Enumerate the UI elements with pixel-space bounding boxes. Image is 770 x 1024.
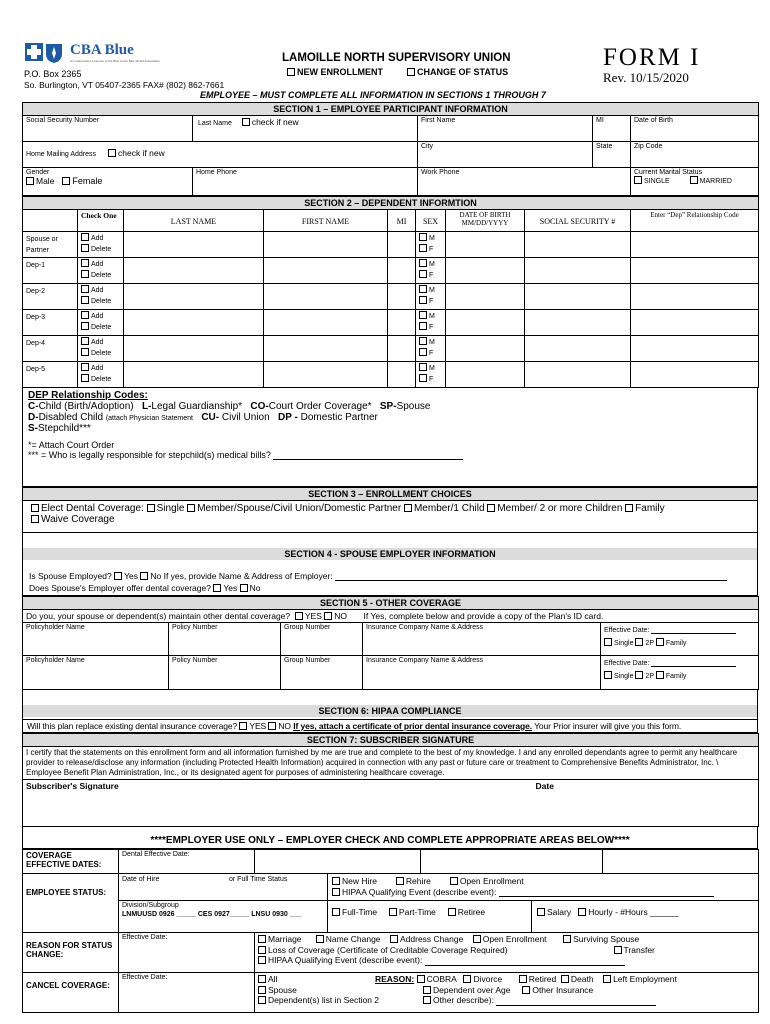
insurer-field-1[interactable]: Insurance Company Name & Address — [363, 623, 601, 656]
dependent-relationship-code[interactable] — [631, 362, 759, 388]
checkbox[interactable] — [316, 935, 324, 943]
employment-type-options: Full-Time Part-Time Retiree — [332, 907, 485, 917]
checkbox[interactable] — [635, 671, 643, 679]
dob-field[interactable]: Date of Birth — [631, 116, 759, 142]
checkbox[interactable] — [635, 638, 643, 646]
checkbox[interactable] — [487, 504, 495, 512]
codes-line-3: S-Stepchild*** — [28, 423, 91, 434]
sex-options: M F — [416, 310, 446, 336]
checkbox[interactable] — [419, 322, 427, 330]
dependent-last-name[interactable] — [124, 284, 264, 310]
mi-header: MI — [388, 210, 416, 232]
checkbox[interactable] — [656, 638, 664, 646]
checkbox[interactable] — [81, 296, 89, 304]
status-change-reasons: Marriage Name Change Address Change Open Enrollment Surviving Spouse Loss of Coverage (Certificate of Creditable Coverage Required) Transfer HIPAA Qualifying Event (describe event): — [255, 933, 759, 973]
checkbox[interactable] — [419, 285, 427, 293]
change-status-option[interactable]: CHANGE OF STATUS — [407, 67, 508, 77]
section-1-title: SECTION 1 – EMPLOYEE PARTICIPANT INFORMATION — [23, 103, 759, 116]
checkbox[interactable] — [31, 515, 39, 523]
org-name: LAMOILLE NORTH SUPERVISORY UNION — [282, 52, 511, 64]
checkbox[interactable] — [419, 311, 427, 319]
dependent-row — [23, 310, 759, 336]
section-1-table — [22, 102, 759, 196]
other-coverage-question: Do you, your spouse or dependent(s) maintain other dental coverage? YES NO If Yes, complete below and provide a copy of the Plan's ID card. — [23, 610, 759, 623]
sex-header: SEX — [416, 210, 446, 232]
dependent-dob[interactable] — [446, 284, 525, 310]
policyholder-field-2[interactable]: Policyholder Name — [23, 656, 169, 690]
checkbox[interactable] — [81, 363, 89, 371]
checkbox[interactable] — [213, 584, 221, 592]
dependent-label: Dep-3 — [23, 310, 78, 336]
section-7-table — [22, 733, 759, 827]
checkbox[interactable] — [332, 908, 340, 916]
checkbox[interactable] — [404, 504, 412, 512]
checkbox[interactable] — [81, 244, 89, 252]
codes-line-1: C-Child (Birth/Adoption) L-Legal Guardianship* CO-Court Order Coverage* SP-Spouse — [28, 401, 431, 412]
dependent-row — [23, 362, 759, 388]
policyholder-field-1[interactable]: Policyholder Name — [23, 623, 169, 656]
dependent-last-name[interactable] — [124, 362, 264, 388]
checkbox[interactable] — [519, 975, 527, 983]
codes-line-2: D-Disabled Child (attach Physician Statement CU- Civil Union DP - Domestic Partner — [28, 412, 378, 423]
section-7-title: SECTION 7: SUBSCRIBER SIGNATURE — [23, 734, 759, 747]
checkbox[interactable] — [419, 244, 427, 252]
checkbox[interactable] — [26, 177, 34, 185]
section-5-title: SECTION 5 - OTHER COVERAGE — [23, 597, 759, 610]
instruction: EMPLOYEE – MUST COMPLETE ALL INFORMATION IN SECTIONS 1 THROUGH 7 — [200, 90, 546, 100]
checkbox[interactable] — [324, 612, 332, 620]
employer-title: ****EMPLOYER USE ONLY – EMPLOYER CHECK AND COMPLETE APPROPRIATE AREAS BELOW**** — [150, 835, 630, 846]
checkbox[interactable] — [332, 877, 340, 885]
checkbox[interactable] — [187, 504, 195, 512]
add-delete-options: Add Delete — [78, 284, 124, 310]
checkbox[interactable] — [114, 572, 122, 580]
relationship-codes — [22, 388, 758, 487]
checkbox[interactable] — [332, 888, 340, 896]
checkbox[interactable] — [448, 908, 456, 916]
status-effective-date-field[interactable]: Effective Date: — [119, 933, 255, 973]
stepchild-note[interactable]: *** = Who is legally responsible for stepchild(s) medical bills? — [28, 450, 752, 460]
checkbox[interactable] — [419, 259, 427, 267]
checkbox[interactable] — [417, 975, 425, 983]
effective-date-field-2[interactable]: Effective Date: Single 2P Family — [601, 656, 759, 690]
checkbox[interactable] — [287, 68, 295, 76]
reason-status-change-label: REASON FOR STATUS CHANGE: — [23, 933, 119, 973]
work-phone-field[interactable]: Work Phone — [418, 168, 631, 196]
checkbox[interactable] — [396, 877, 404, 885]
dependent-mi[interactable] — [388, 362, 416, 388]
checkbox[interactable] — [242, 118, 250, 126]
dependent-first-name[interactable] — [264, 258, 388, 284]
dependent-first-name[interactable] — [264, 232, 388, 258]
check-one-header: Check One — [78, 210, 124, 232]
ssn-field[interactable]: Social Security Number — [23, 116, 193, 142]
dependent-dob[interactable] — [446, 258, 525, 284]
certification-text: I certify that the statements on this enrollment form and all information furnished by me are true and complete to the best of my knowledge. I and any enrolled dependants agree to permit any healthcare provider to release/disclose any information (including Protected Health Information) acquired in connection with any past or future care or treatment to Comprehensive Benefits Administrator, Inc. \ Employee Benefit Plan Administration, Inc., or its designated agent for purposes of administering healthcare coverage. — [23, 747, 759, 780]
address-line-2: So. Burlington, VT 05407-2365 FAX# (802) 862-7661 — [24, 80, 225, 90]
checkbox[interactable] — [561, 975, 569, 983]
checkbox[interactable] — [419, 270, 427, 278]
checkbox[interactable] — [81, 348, 89, 356]
checkbox[interactable] — [81, 322, 89, 330]
home-phone-field[interactable]: Home Phone — [193, 168, 418, 196]
checkbox[interactable] — [81, 259, 89, 267]
checkbox[interactable] — [563, 935, 571, 943]
checkbox[interactable] — [81, 233, 89, 241]
section-6 — [22, 690, 758, 720]
checkbox[interactable] — [419, 337, 427, 345]
dependent-last-name[interactable] — [124, 310, 264, 336]
sex-options: M F — [416, 362, 446, 388]
section-2-table — [22, 196, 759, 388]
add-delete-options: Add Delete — [78, 310, 124, 336]
checkbox[interactable] — [419, 233, 427, 241]
gender-field: Gender Male Female — [23, 168, 193, 196]
logo-text: CBA Blue — [70, 42, 134, 58]
subscriber-signature-field[interactable]: Subscriber's Signature — [23, 780, 533, 827]
dependent-relationship-code[interactable] — [631, 232, 759, 258]
dependent-label: Dep-5 — [23, 362, 78, 388]
checkbox[interactable] — [522, 986, 530, 994]
cancel-reasons: All Spouse Dependent(s) list in Section 2 REASON: COBRA Divorce Retired Death Left Employment Dependent over Age Other Insurance Other describe): — [255, 973, 759, 1013]
checkbox[interactable] — [690, 176, 698, 184]
dependent-ssn[interactable] — [525, 258, 631, 284]
court-order-note: *= Attach Court Order — [28, 440, 115, 450]
signature-date-field[interactable]: Date — [533, 780, 759, 827]
dependent-ssn[interactable] — [525, 232, 631, 258]
checkbox[interactable] — [81, 270, 89, 278]
checkbox[interactable] — [463, 975, 471, 983]
add-delete-options: Add Delete — [78, 362, 124, 388]
dental-effective-date-field[interactable]: Dental Effective Date: — [119, 850, 255, 874]
ssn-header: SOCIAL SECURITY # — [525, 210, 631, 232]
checkbox[interactable] — [140, 572, 148, 580]
group-number-field-2[interactable]: Group Number — [281, 656, 363, 690]
codes-title: DEP Relationship Codes: — [28, 390, 148, 401]
dependent-first-name[interactable] — [264, 284, 388, 310]
checkbox[interactable] — [258, 935, 266, 943]
checkbox[interactable] — [389, 908, 397, 916]
cba-logo — [24, 42, 160, 66]
dependent-label: Dep-4 — [23, 336, 78, 362]
hipaa-event-option: HIPAA Qualifying Event (describe event): — [332, 887, 714, 897]
first-name-field[interactable]: First Name — [418, 116, 593, 142]
dependent-label: Dep-1 — [23, 258, 78, 284]
employee-status-label: EMPLOYEE STATUS: — [23, 874, 119, 933]
revision-date: Rev. 10/15/2020 — [603, 70, 689, 85]
checkbox[interactable] — [656, 671, 664, 679]
home-address-field[interactable]: Home Mailing Address check if new — [23, 142, 418, 168]
checkbox[interactable] — [407, 68, 415, 76]
section-6-title: SECTION 6: HIPAA COMPLIANCE — [23, 705, 757, 717]
division-codes[interactable]: LNMUUSD 0926 _____ CES 0927_____ LNSU 0930 ___ — [122, 911, 302, 918]
checkbox[interactable] — [625, 504, 633, 512]
checkbox[interactable] — [81, 374, 89, 382]
add-delete-options: Add Delete — [78, 232, 124, 258]
form-title: FORM I — [603, 44, 701, 71]
sex-options: M F — [416, 284, 446, 310]
checkbox[interactable] — [258, 956, 266, 964]
dependent-mi[interactable] — [388, 336, 416, 362]
checkbox[interactable] — [423, 996, 431, 1004]
checkbox[interactable] — [473, 935, 481, 943]
spouse-dental-question: Does Spouse's Employer offer dental coverage? Yes No — [29, 583, 261, 593]
checkbox[interactable] — [258, 996, 266, 1004]
group-number-field-1[interactable]: Group Number — [281, 623, 363, 656]
policy-number-field-1[interactable]: Policy Number — [169, 623, 281, 656]
dependent-row — [23, 336, 759, 362]
checkbox[interactable] — [603, 975, 611, 983]
dependent-dob[interactable] — [446, 232, 525, 258]
city-field[interactable]: City — [418, 142, 593, 168]
dependent-first-name[interactable] — [264, 336, 388, 362]
checkbox[interactable] — [268, 722, 276, 730]
last-name-field[interactable]: Last Name check if new — [193, 116, 418, 142]
section-5-table — [22, 596, 759, 690]
sex-options: M F — [416, 258, 446, 284]
mi-field[interactable]: MI — [593, 116, 631, 142]
dependent-ssn[interactable] — [525, 310, 631, 336]
dependent-relationship-code[interactable] — [631, 336, 759, 362]
division-label: Division/Subgroup — [122, 902, 179, 909]
checkbox[interactable] — [614, 946, 622, 954]
employer-section — [22, 827, 758, 849]
dependent-ssn[interactable] — [525, 284, 631, 310]
checkbox[interactable] — [31, 504, 39, 512]
checkbox[interactable] — [419, 348, 427, 356]
blue-cross-blue-shield-icon — [24, 42, 64, 64]
checkbox[interactable] — [604, 638, 612, 646]
dependent-relationship-code[interactable] — [631, 284, 759, 310]
policy-number-field-2[interactable]: Policy Number — [169, 656, 281, 690]
dependent-label: Dep-2 — [23, 284, 78, 310]
add-delete-options: Add Delete — [78, 258, 124, 284]
relationship-code-header: Enter “Dep” Relationship Code — [631, 210, 759, 232]
hipaa-question: Will this plan replace existing dental insurance coverage? YES NO If yes, attach a certificate of prior dental insurance coverage. Your Prior insurer will give you this form. — [22, 720, 758, 733]
checkbox[interactable] — [108, 149, 116, 157]
checkbox[interactable] — [390, 935, 398, 943]
add-delete-options: Add Delete — [78, 336, 124, 362]
dependent-ssn[interactable] — [525, 336, 631, 362]
checkbox[interactable] — [537, 908, 545, 916]
dependent-last-name[interactable] — [124, 258, 264, 284]
logo-tagline: An Independent Licensee of the Blue Cross Blue Shield Association — [70, 59, 160, 63]
dependent-row — [23, 232, 759, 258]
checkbox[interactable] — [239, 722, 247, 730]
last-name-header: LAST NAME — [124, 210, 264, 232]
section-2-title: SECTION 2 – DEPENDENT INFORMTION — [23, 197, 759, 210]
checkbox[interactable] — [419, 363, 427, 371]
dependent-mi[interactable] — [388, 310, 416, 336]
first-name-header: FIRST NAME — [264, 210, 388, 232]
dependent-relationship-code[interactable] — [631, 310, 759, 336]
dependent-relationship-code[interactable] — [631, 258, 759, 284]
dependent-row — [23, 284, 759, 310]
dependent-row — [23, 258, 759, 284]
coverage-dates-label: COVERAGE EFFECTIVE DATES: — [23, 850, 119, 874]
section-3-title: SECTION 3 – ENROLLMENT CHOICES — [23, 488, 758, 501]
checkbox[interactable] — [578, 908, 586, 916]
date-of-hire-label: Date of Hire — [122, 876, 160, 883]
checkbox[interactable] — [81, 337, 89, 345]
hire-options: New Hire Rehire Open Enrollment — [332, 876, 524, 886]
checkbox[interactable] — [450, 877, 458, 885]
checkbox[interactable] — [240, 584, 248, 592]
address-line-1: P.O. Box 2365 — [24, 69, 82, 79]
employer-table — [22, 849, 759, 1013]
checkbox[interactable] — [604, 671, 612, 679]
zip-field[interactable]: Zip Code — [631, 142, 759, 168]
employee-status-area — [119, 874, 759, 933]
spouse-employed-question: Is Spouse Employed? Yes No If yes, provide Name & Address of Employer: — [29, 571, 727, 581]
checkbox[interactable] — [419, 374, 427, 382]
section-3-table — [22, 487, 758, 533]
cancel-coverage-label: CANCEL COVERAGE: — [23, 973, 119, 1013]
checkbox[interactable] — [258, 986, 266, 994]
dependent-mi[interactable] — [388, 232, 416, 258]
checkbox[interactable] — [419, 296, 427, 304]
cancel-effective-date-field[interactable]: Effective Date: — [119, 973, 255, 1013]
checkbox[interactable] — [295, 612, 303, 620]
dependent-dob[interactable] — [446, 336, 525, 362]
checkbox[interactable] — [147, 504, 155, 512]
dependent-first-name[interactable] — [264, 362, 388, 388]
marital-status-field: Current Marital Status SINGLE MARRIED — [631, 168, 759, 196]
dependent-ssn[interactable] — [525, 362, 631, 388]
checkbox[interactable] — [81, 311, 89, 319]
dependent-last-name[interactable] — [124, 232, 264, 258]
pay-type-options: Salary Hourly - #Hours ______ — [537, 907, 678, 917]
checkbox[interactable] — [258, 975, 266, 983]
dependent-first-name[interactable] — [264, 310, 388, 336]
enrollment-choices: Elect Dental Coverage: Single Member/Spouse/Civil Union/Domestic Partner Member/1 Child Member/ 2 or more Children Family Waive Coverage — [23, 501, 758, 533]
section-4-title: SECTION 4 - SPOUSE EMPLOYER INFORMATION — [23, 548, 757, 560]
insurer-field-2[interactable]: Insurance Company Name & Address — [363, 656, 601, 690]
new-enrollment-option[interactable]: NEW ENROLLMENT — [287, 67, 383, 77]
dependent-label: Spouse or Partner — [23, 232, 78, 258]
sex-options: M F — [416, 336, 446, 362]
sex-options: M F — [416, 232, 446, 258]
state-field[interactable]: State — [593, 142, 631, 168]
checkbox[interactable] — [62, 177, 70, 185]
dependent-mi[interactable] — [388, 284, 416, 310]
dependent-last-name[interactable] — [124, 336, 264, 362]
dependent-dob[interactable] — [446, 310, 525, 336]
checkbox[interactable] — [258, 946, 266, 954]
full-time-status-label: or Full Time Status — [229, 876, 288, 883]
dob-header: DATE OF BIRTH MM/DD/YYYY — [446, 210, 525, 232]
checkbox[interactable] — [81, 285, 89, 293]
checkbox[interactable] — [634, 176, 642, 184]
dependent-dob[interactable] — [446, 362, 525, 388]
section-4 — [22, 533, 758, 596]
effective-date-field-1[interactable]: Effective Date: Single 2P Family — [601, 623, 759, 656]
checkbox[interactable] — [423, 986, 431, 994]
dependent-mi[interactable] — [388, 258, 416, 284]
